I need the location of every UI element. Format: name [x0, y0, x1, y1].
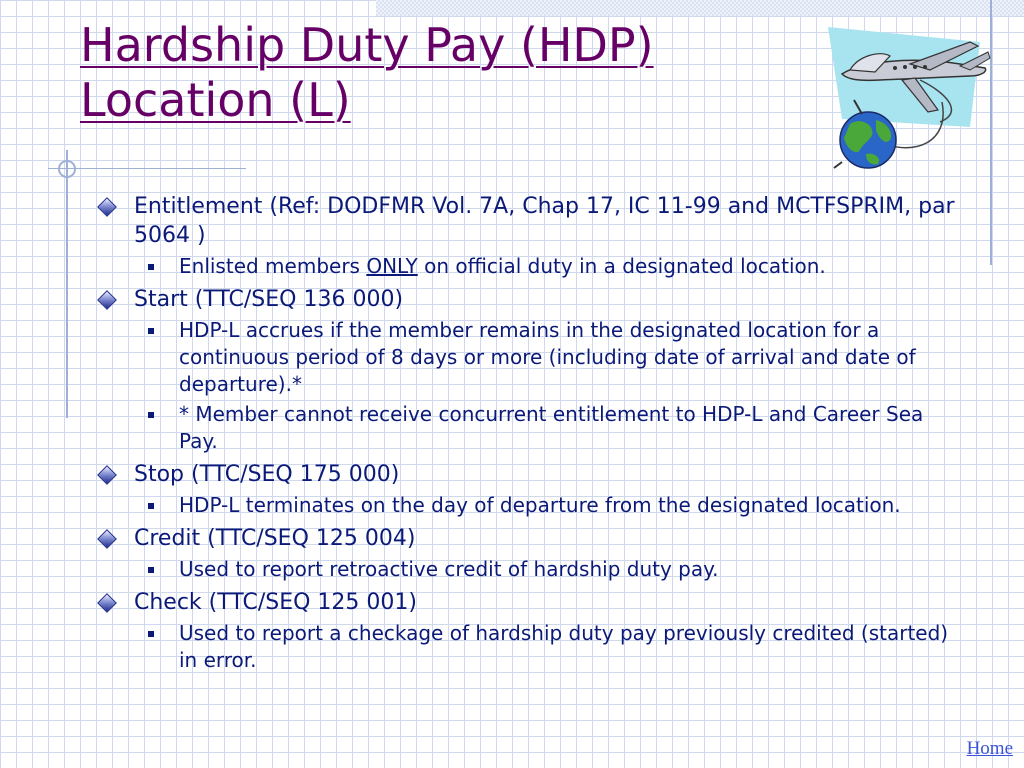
decorative-ring-icon [58, 160, 76, 178]
slide-title [80, 18, 800, 128]
bullet-entitlement: Entitlement (Ref: DODFMR Vol. 7A, Chap 17, IC 11-99 and MCTFSPRIM, par 5064 ) [96, 192, 956, 250]
bullet-credit: Credit (TTC/SEQ 125 004) [96, 524, 956, 553]
decorative-horizontal-rule [48, 168, 246, 169]
bullet-check: Check (TTC/SEQ 125 001) [96, 588, 956, 617]
square-bullet-icon [148, 264, 154, 270]
diamond-bullet-icon [97, 197, 117, 217]
diamond-bullet-icon [97, 465, 117, 485]
sub-bullet-retroactive-credit: Used to report retroactive credit of hardship duty pay. [142, 556, 956, 583]
bullet-start: Start (TTC/SEQ 136 000) [96, 285, 956, 314]
sub-bullet-concurrent-entitlement: * Member cannot receive concurrent entitlement to HDP-L and Career Sea Pay. [142, 401, 956, 455]
title-line-1: Hardship Duty Pay (HDP) [80, 18, 654, 72]
decorative-left-rule [66, 150, 68, 418]
title-line-2: Location (L) [80, 73, 351, 128]
sub-bullet-checkage: Used to report a checkage of hardship duty pay previously credited (started) in error. [142, 620, 956, 674]
square-bullet-icon [148, 631, 154, 637]
square-bullet-icon [148, 328, 154, 334]
sub-bullet-enlisted-members: Enlisted members ONLY on official duty in a designated location. [142, 253, 956, 280]
airplane-globe-clipart-icon [820, 22, 1000, 182]
diamond-bullet-icon [97, 290, 117, 310]
square-bullet-icon [148, 412, 154, 418]
decorative-top-band [376, 0, 1024, 16]
bullet-stop: Stop (TTC/SEQ 175 000) [96, 460, 956, 489]
emphasis-only: ONLY [366, 254, 418, 278]
sub-bullet-hdp-l-accrues: HDP-L accrues if the member remains in the designated location for a continuous period of 8 days or more (including date of arrival and date of departure).* [142, 317, 956, 398]
diamond-bullet-icon [97, 593, 117, 613]
square-bullet-icon [148, 503, 154, 509]
diamond-bullet-icon [97, 529, 117, 549]
square-bullet-icon [148, 567, 154, 573]
home-link[interactable]: Home [966, 738, 1013, 759]
sub-bullet-hdp-l-terminates: HDP-L terminates on the day of departure from the designated location. [142, 492, 956, 519]
bullet-list [96, 192, 956, 674]
